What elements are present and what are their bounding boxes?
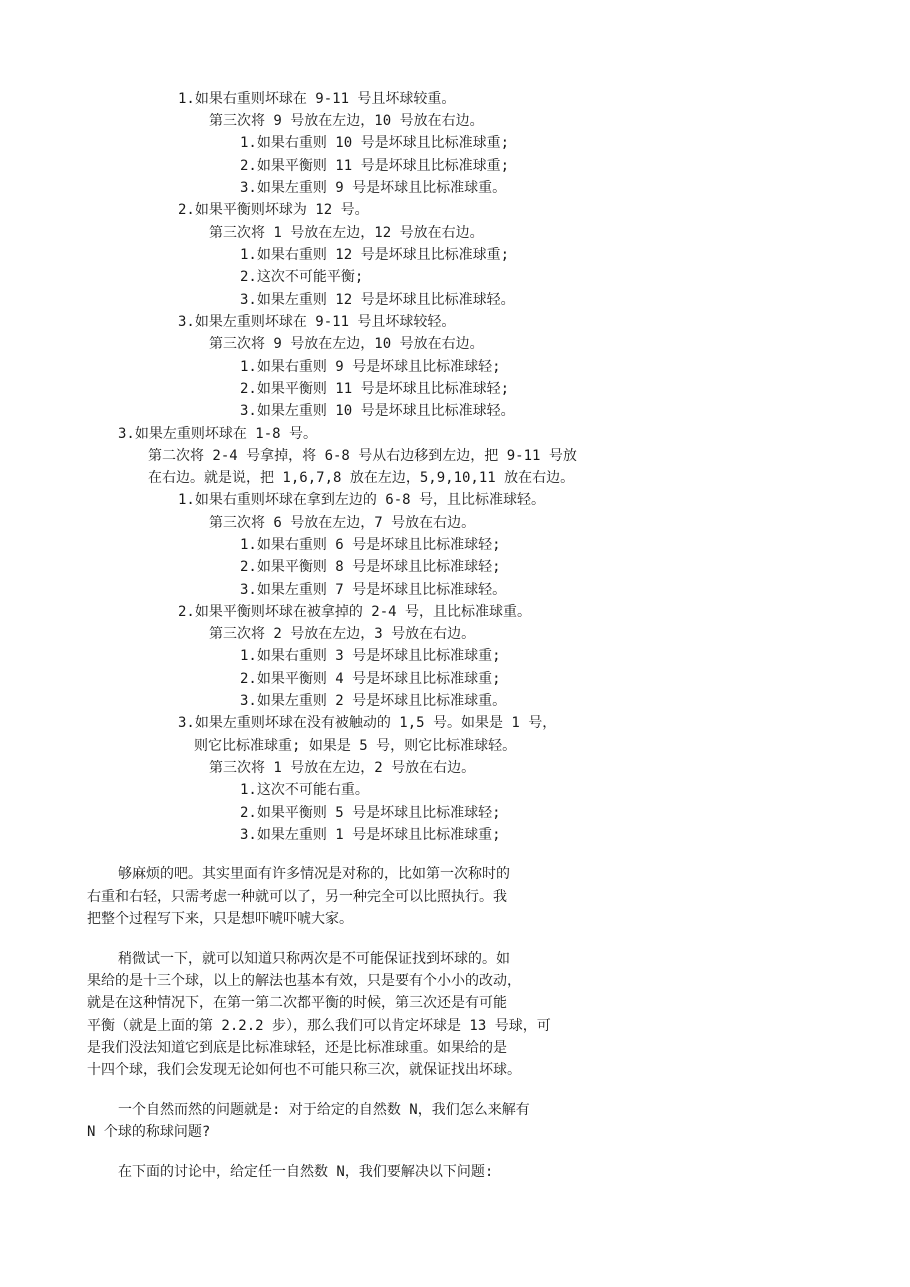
- paragraph-line: 就是在这种情况下，在第一第二次都平衡的时候，第三次还是有可能: [87, 995, 507, 1011]
- outline-line: 3.如果左重则 9 号是坏球且比标准球重。: [240, 180, 507, 196]
- outline-line: 3.如果左重则 7 号是坏球且比标准球轻。: [240, 582, 507, 598]
- outline-line: 在右边。就是说，把 1,6,7,8 放在左边，5,9,10,11 放在右边。: [148, 470, 575, 486]
- outline-line: 1.如果右重则 9 号是坏球且比标准球轻;: [240, 359, 501, 375]
- paragraph-line: N 个球的称球问题?: [87, 1124, 211, 1140]
- outline-line: 3.如果左重则 10 号是坏球且比标准球轻。: [240, 403, 515, 419]
- paragraph-line: 够麻烦的吧。其实里面有许多情况是对称的，比如第一次称时的: [118, 866, 510, 882]
- outline-line: 2.如果平衡则坏球为 12 号。: [178, 202, 369, 218]
- outline-line: 2.如果平衡则 11 号是坏球且比标准球重;: [240, 158, 510, 174]
- paragraph-line: 在下面的讨论中，给定任一自然数 N，我们要解决以下问题:: [118, 1164, 494, 1180]
- paragraph-line: 是我们没法知道它到底是比标准球轻，还是比标准球重。如果给的是: [87, 1040, 507, 1056]
- outline-line: 1.如果右重则 3 号是坏球且比标准球重;: [240, 648, 501, 664]
- paragraph-line: 右重和右轻，只需考虑一种就可以了，另一种完全可以比照执行。我: [87, 889, 507, 905]
- outline-line: 3.如果左重则 12 号是坏球且比标准球轻。: [240, 292, 515, 308]
- outline-line: 3.如果左重则坏球在没有被触动的 1,5 号。如果是 1 号，: [178, 715, 557, 731]
- outline-line: 第三次将 1 号放在左边，12 号放在右边。: [209, 225, 484, 241]
- outline-line: 3.如果左重则坏球在 9-11 号且坏球较轻。: [178, 314, 456, 330]
- outline-line: 1.这次不可能右重。: [240, 782, 369, 798]
- paragraph-line: 一个自然而然的问题就是: 对于给定的自然数 N，我们怎么来解有: [118, 1102, 530, 1118]
- outline-line: 3.如果左重则坏球在 1-8 号。: [118, 426, 318, 442]
- paragraph-line: 果给的是十三个球，以上的解法也基本有效，只是要有个小小的改动，: [87, 973, 521, 989]
- outline-line: 第三次将 6 号放在左边，7 号放在右边。: [209, 515, 476, 531]
- outline-line: 2.如果平衡则 11 号是坏球且比标准球轻;: [240, 381, 510, 397]
- outline-line: 第三次将 2 号放在左边，3 号放在右边。: [209, 626, 476, 642]
- outline-line: 第三次将 9 号放在左边，10 号放在右边。: [209, 113, 484, 129]
- outline-line: 第三次将 9 号放在左边，10 号放在右边。: [209, 336, 484, 352]
- outline-line: 第三次将 1 号放在左边，2 号放在右边。: [209, 760, 476, 776]
- outline-line: 1.如果右重则 6 号是坏球且比标准球轻;: [240, 537, 501, 553]
- outline-line: 2.如果平衡则 8 号是坏球且比标准球轻;: [240, 559, 501, 575]
- outline-line: 第二次将 2-4 号拿掉，将 6-8 号从右边移到左边，把 9-11 号放: [148, 448, 577, 464]
- paragraph-line: 平衡（就是上面的第 2.2.2 步），那么我们可以肯定坏球是 13 号球，可: [87, 1018, 551, 1034]
- outline-line: 2.这次不可能平衡;: [240, 269, 364, 285]
- outline-line: 1.如果右重则坏球在拿到左边的 6-8 号，且比标准球轻。: [178, 492, 545, 508]
- outline-line: 2.如果平衡则 5 号是坏球且比标准球轻;: [240, 805, 501, 821]
- outline-line: 则它比标准球重; 如果是 5 号，则它比标准球轻。: [194, 738, 517, 754]
- outline-line: 1.如果右重则 10 号是坏球且比标准球重;: [240, 135, 510, 151]
- paragraph-line: 把整个过程写下来，只是想吓唬吓唬大家。: [87, 911, 353, 927]
- outline-line: 2.如果平衡则 4 号是坏球且比标准球重;: [240, 671, 501, 687]
- outline-line: 3.如果左重则 1 号是坏球且比标准球重;: [240, 827, 501, 843]
- outline-line: 3.如果左重则 2 号是坏球且比标准球重。: [240, 693, 507, 709]
- paragraph-line: 稍微试一下，就可以知道只称两次是不可能保证找到坏球的。如: [118, 951, 510, 967]
- outline-line: 1.如果右重则 12 号是坏球且比标准球重;: [240, 247, 510, 263]
- paragraph-line: 十四个球，我们会发现无论如何也不可能只称三次，就保证找出坏球。: [87, 1062, 521, 1078]
- outline-line: 2.如果平衡则坏球在被拿掉的 2-4 号，且比标准球重。: [178, 604, 531, 620]
- outline-line: 1.如果右重则坏球在 9-11 号且坏球较重。: [178, 91, 456, 107]
